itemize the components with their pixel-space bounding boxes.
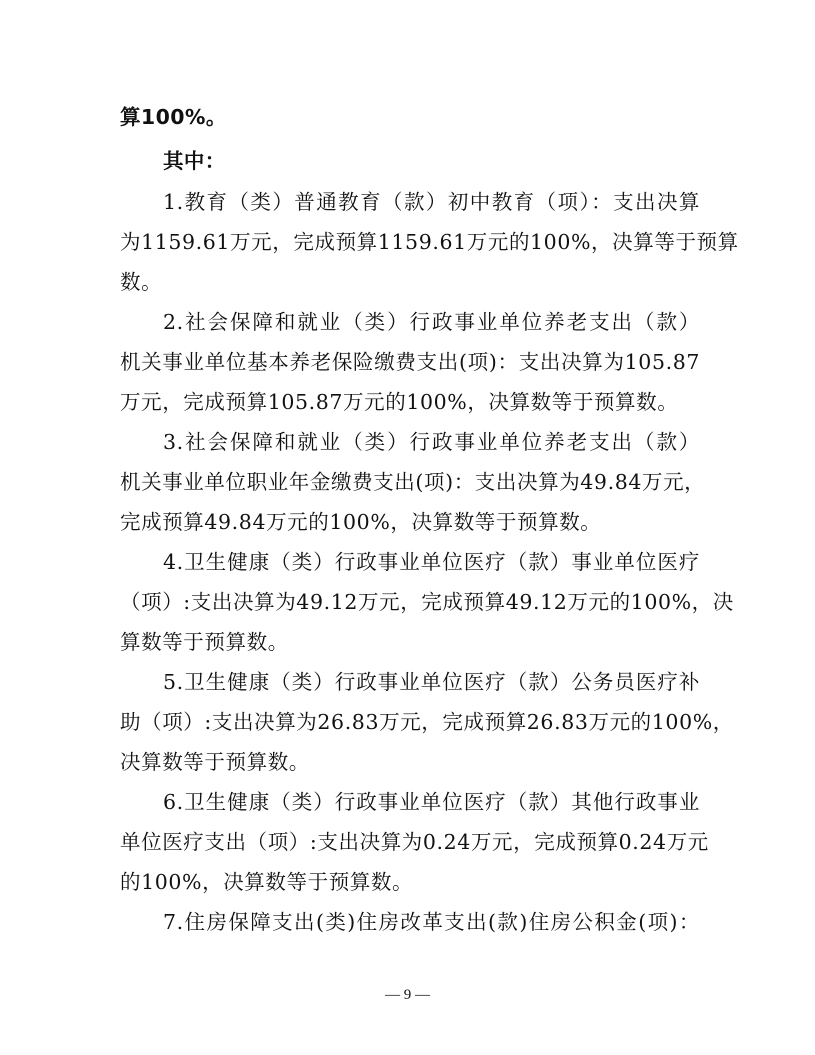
item-1-line-2: 为1159.61万元，完成预算1159.61万元的100%，决算等于预算 xyxy=(120,230,739,254)
item-2-line-3: 万元，完成预算105.87万元的100%，决算数等于预算数。 xyxy=(120,390,679,414)
item-3-line-2: 机关事业单位职业年金缴费支出(项)：支出决算为49.84万元， xyxy=(120,470,706,494)
item-2-line-2: 机关事业单位基本养老保险缴费支出(项)：支出决算为105.87 xyxy=(120,350,700,374)
item-1-line-1: 1.教育（类）普通教育（款）初中教育（项）：支出决算 xyxy=(163,190,700,214)
item-5-line-3: 决算数等于预算数。 xyxy=(120,750,310,774)
item-4-line-3: 算数等于预算数。 xyxy=(120,630,289,654)
item-2-line-1: 2.社会保障和就业（类）行政事业单位养老支出（款） xyxy=(163,310,700,334)
item-6-line-2: 单位医疗支出（项）:支出决算为0.24万元，完成预算0.24万元 xyxy=(120,830,709,854)
section-heading: 其中： xyxy=(163,149,226,173)
item-4-line-1: 4.卫生健康（类）行政事业单位医疗（款）事业单位医疗 xyxy=(163,550,700,574)
paragraph-line-1: 算100%。 xyxy=(120,105,227,129)
item-5-line-2: 助（项）:支出决算为26.83万元，完成预算26.83万元的100%， xyxy=(120,710,734,734)
item-3-line-3: 完成预算49.84万元的100%，决算数等于预算数。 xyxy=(120,510,602,534)
item-1-line-3: 数。 xyxy=(120,270,163,294)
item-3-line-1: 3.社会保障和就业（类）行政事业单位养老支出（款） xyxy=(163,430,700,454)
item-7-line-1: 7.住房保障支出(类)住房改革支出(款)住房公积金(项)： xyxy=(163,910,700,934)
page-number: — 9 — xyxy=(385,987,430,1003)
item-6-line-3: 的100%，决算数等于预算数。 xyxy=(120,870,414,894)
item-6-line-1: 6.卫生健康（类）行政事业单位医疗（款）其他行政事业 xyxy=(163,790,700,814)
item-4-line-2: （项）:支出决算为49.12万元，完成预算49.12万元的100%，决 xyxy=(120,590,734,614)
item-5-line-1: 5.卫生健康（类）行政事业单位医疗（款）公务员医疗补 xyxy=(163,670,700,694)
